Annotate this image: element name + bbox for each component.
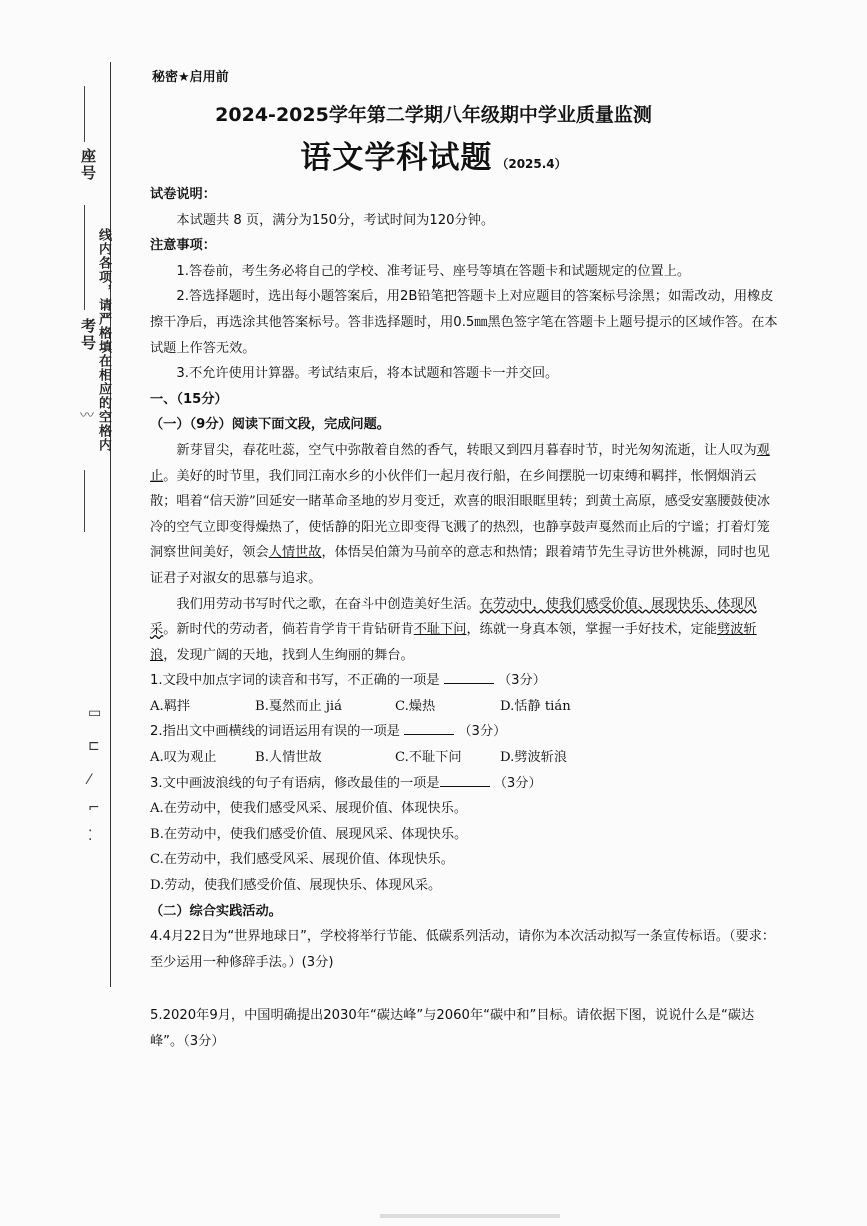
question-4: 4.4月22日为“世界地球日”，学校将举行节能、低碳系列活动，请你为本次活动拟写一条宣传标语。（要求：至少运用一种修辞手法。）(3分): [150, 929, 776, 970]
binding-mark: ▭: [88, 705, 102, 721]
option-a: A.羁拌: [150, 698, 191, 714]
answer-space: [150, 975, 782, 1003]
binding-mark: ⁚: [88, 828, 93, 844]
subsection-2-heading: （二）综合实践活动。: [150, 903, 282, 919]
question-3-option-c: C.在劳动中，我们感受风采、展现价值、体现快乐。: [150, 852, 454, 868]
binding-line: [110, 62, 111, 987]
binding-mark: 〰: [80, 408, 94, 424]
subsection-1-heading: （一）（9分）阅读下面文段，完成问题。: [150, 417, 390, 433]
question-2-options: [150, 745, 782, 771]
option-d: D.劈波斩浪: [500, 750, 568, 766]
underlined-phrase: 不耻下问: [413, 622, 467, 638]
option-c: C.不耻下问: [395, 750, 462, 766]
option-a: A.叹为观止: [150, 750, 217, 766]
exam-title: 2024-2025学年第二学期八年级期中学业质量监测: [215, 104, 652, 126]
exam-no-label: 考号: [79, 318, 97, 352]
section-heading: 一、（15分）: [150, 391, 228, 407]
binding-mark: ⁄: [88, 772, 91, 788]
seat-label: 座号: [79, 148, 97, 182]
exam-date: （2025.4）: [496, 157, 567, 171]
exam-no-blank: [84, 205, 85, 310]
passage-paragraph-2: 我们用劳动书写时代之歌，在奋斗中创造美好生活。在劳动中，使我们感受价值、展现快乐、体现风采。新时代的劳动者，倘若肯学肯干肯钻研肯不耻下问，练就一身真本领，掌握一手好技术，定能劈波斩浪，发现广阔的天地，找到人生绚丽的舞台。: [150, 596, 757, 663]
option-d: D.恬静 tián: [500, 698, 571, 714]
question-3-option-b: B.在劳动中，使我们感受价值、展现风采、体现快乐。: [150, 826, 468, 842]
page-edge-mark: [380, 1214, 560, 1218]
note-1: 1.答卷前，考生务必将自己的学校、准考证号、座号等填在答题卡和试题规定的位置上。: [176, 263, 691, 279]
notes-label: 注意事项：: [150, 238, 216, 254]
answer-blank: [404, 720, 454, 735]
subject-name: 语文学科试题: [300, 140, 493, 176]
underlined-phrase: 劈波斩浪: [150, 622, 757, 663]
subject-title: [0, 132, 867, 177]
binding-mark: ⊏: [88, 738, 100, 754]
passage-paragraph-1: 新芽冒尖，春花吐蕊，空气中弥散着自然的香气，转眼又到四月暮春时节，时光匆匆流逝，让人叹为观止。美好的时节里，我们同江南水乡的小伙伴们一起月夜行船，在乡间摆脱一切束缚和羁拌，怅惘烟消云散；唱着“信天游”回延安一睹革命圣地的岁月变迁，欢喜的眼泪眼眶里转；到黄土高原，感受安塞腰鼓使冰冷的空气立即变得燥热了，使恬静的阳光立即变得飞溅了的热烈，也静享鼓声戛然而止后的宁谧；打着灯笼洞察世间美好，领会人情世故，体悟吴伯箫为马前卒的意志和热情；跟着靖节先生寻访世外桃源，同时也见证君子对淑女的思慕与追求。: [150, 442, 771, 586]
binding-mark: ⌐: [88, 800, 100, 816]
option-b: B.人情世故: [255, 750, 322, 766]
underlined-phrase: 观止: [150, 442, 770, 484]
question-3-option-a: A.在劳动中，使我们感受风采、展现价值、体现快乐。: [150, 801, 468, 817]
question-5: 5.2020年9月，中国明确提出2030年“碳达峰”与2060年“碳中和”目标。请依据下图，说说什么是“碳达峰”。（3分）: [150, 1008, 755, 1049]
binding-warning: 线内各项，请严格填在相应的空格内: [96, 228, 111, 452]
secret-label: 秘密★启用前: [152, 70, 229, 85]
question-1: 1.文段中加点字词的读音和书写，不正确的一项是 （3分）: [150, 668, 782, 694]
question-2: 2.指出文中画横线的词语运用有误的一项是 （3分）: [150, 719, 782, 745]
answer-blank: [444, 669, 494, 684]
question-3-option-d: D.劳动，使我们感受价值、展现快乐、体现风采。: [150, 878, 442, 894]
exam-content: [150, 182, 782, 1055]
option-c: C.燥热: [395, 698, 436, 714]
answer-blank: [440, 772, 490, 787]
instructions-label: 试卷说明：: [150, 187, 216, 202]
underlined-phrase: 人情世故: [268, 545, 322, 561]
question-3: 3.文中画波浪线的句子有语病，修改最佳的一项是 （3分）: [150, 771, 782, 797]
note-2: 2.答选择题时，选出每小题答案后，用2B铅笔把答题卡上对应题目的答案标号涂黑；如需改动，用橡皮擦干净后，再选涂其他答案标号。答非选择题时，用0.5㎜黑色签字笔在答题卡上题号提示的区域作答。在本试题上作答无效。: [150, 289, 778, 356]
note-3: 3.不允许使用计算器。考试结束后，将本试题和答题卡一并交回。: [176, 366, 559, 382]
question-1-options: [150, 694, 782, 720]
option-b: B.戛然而止 jiá: [255, 698, 342, 714]
wavy-sentence: 在劳动中，使我们感受价值、展现快乐、体现风采: [150, 596, 757, 638]
instructions-text: 本试题共 8 页，满分为150分，考试时间为120分钟。: [176, 212, 495, 228]
name-blank: [84, 470, 85, 532]
